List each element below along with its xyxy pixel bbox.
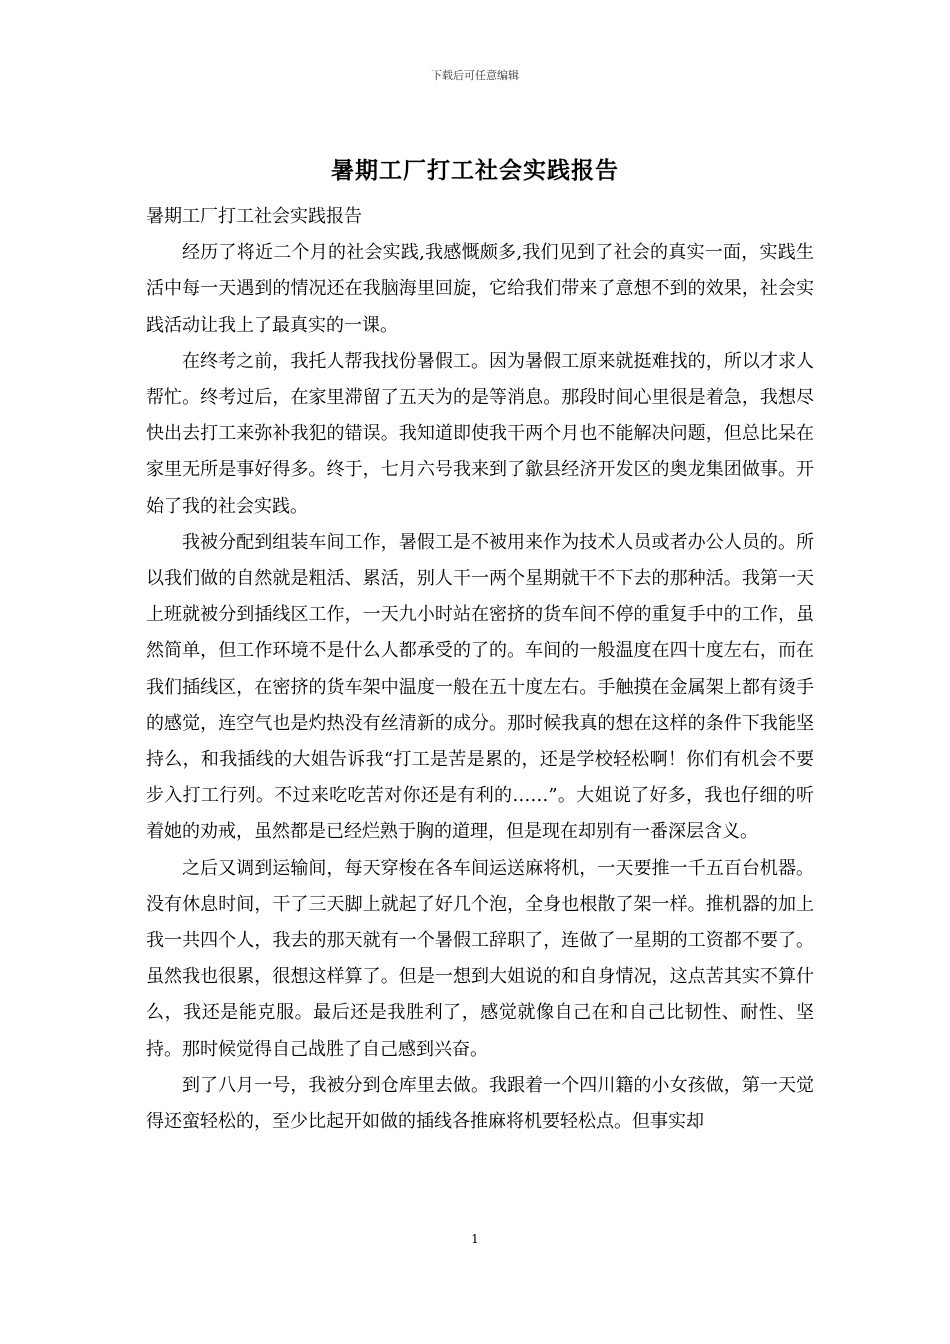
document-subtitle: 暑期工厂打工社会实践报告 xyxy=(146,206,362,227)
paragraph-1: 经历了将近二个月的社会实践,我感慨颇多,我们见到了社会的真实一面，实践生活中每一天遇到的情况还在我脑海里回旋，它给我们带来了意想不到的效果，社会实践活动让我上了最真实的一课。 xyxy=(146,242,814,336)
paragraph-4: 之后又调到运输间，每天穿梭在各车间运送麻将机，一天要推一千五百台机器。没有休息时间，干了三天脚上就起了好几个泡，全身也根散了架一样。推机器的加上我一共四个人，我去的那天就有一个暑假工辞职了，连做了一星期的工资都不要了。虽然我也很累，很想这样算了。但是一想到大姐说的和自身情况，这点苦其实不算什么，我还是能克服。最后还是我胜利了，感觉就像自己在和自己比韧性、耐性、坚持。那时候觉得自己战胜了自己感到兴奋。 xyxy=(146,857,814,1060)
paragraph-5: 到了八月一号，我被分到仓库里去做。我跟着一个四川籍的小女孩做，第一天觉得还蛮轻松的，至少比起开如做的插线各推麻将机要轻松点。但事实却 xyxy=(146,1074,814,1133)
paragraph-2: 在终考之前，我托人帮我找份暑假工。因为暑假工原来就挺难找的，所以才求人帮忙。终考过后，在家里滞留了五天为的是等消息。那段时间心里很是着急，我想尽快出去打工来弥补我犯的错误。我知道即使我干两个月也不能解决问题，但总比呆在家里无所是事好得多。终于，七月六号我来到了歙县经济开发区的奥龙集团做事。开始了我的社会实践。 xyxy=(146,350,814,517)
header-note: 下载后可任意编辑 xyxy=(431,69,519,82)
paragraph-3: 我被分配到组装车间工作，暑假工是不被用来作为技术人员或者办公人员的。所以我们做的自然就是粗活、累活，别人干一两个星期就干不下去的那种活。我第一天上班就被分到插线区工作，一天九小时站在密挤的货车间不停的重复手中的工作，虽然简单，但工作环境不是什么人都承受的了的。车间的一般温度在四十度左右，而在我们插线区，在密挤的货车架中温度一般在五十度左右。手触摸在金属架上都有烫手的感觉，连空气也是灼热没有丝清新的成分。那时候我真的想在这样的条件下我能坚持么，和我插线的大姐告诉我“打工是苦是累的，还是学校轻松啊！你们有机会不要步入打工行列。不过来吃吃苦对你还是有利的……”。大姐说了好多，我也仔细的听着她的劝戒，虽然都是已经烂熟于胸的道理，但是现在却别有一番深层含义。 xyxy=(146,531,814,843)
document-body xyxy=(146,199,814,1140)
document-title: 暑期工厂打工社会实践报告 xyxy=(331,157,619,184)
page-number: 1 xyxy=(471,1232,479,1246)
